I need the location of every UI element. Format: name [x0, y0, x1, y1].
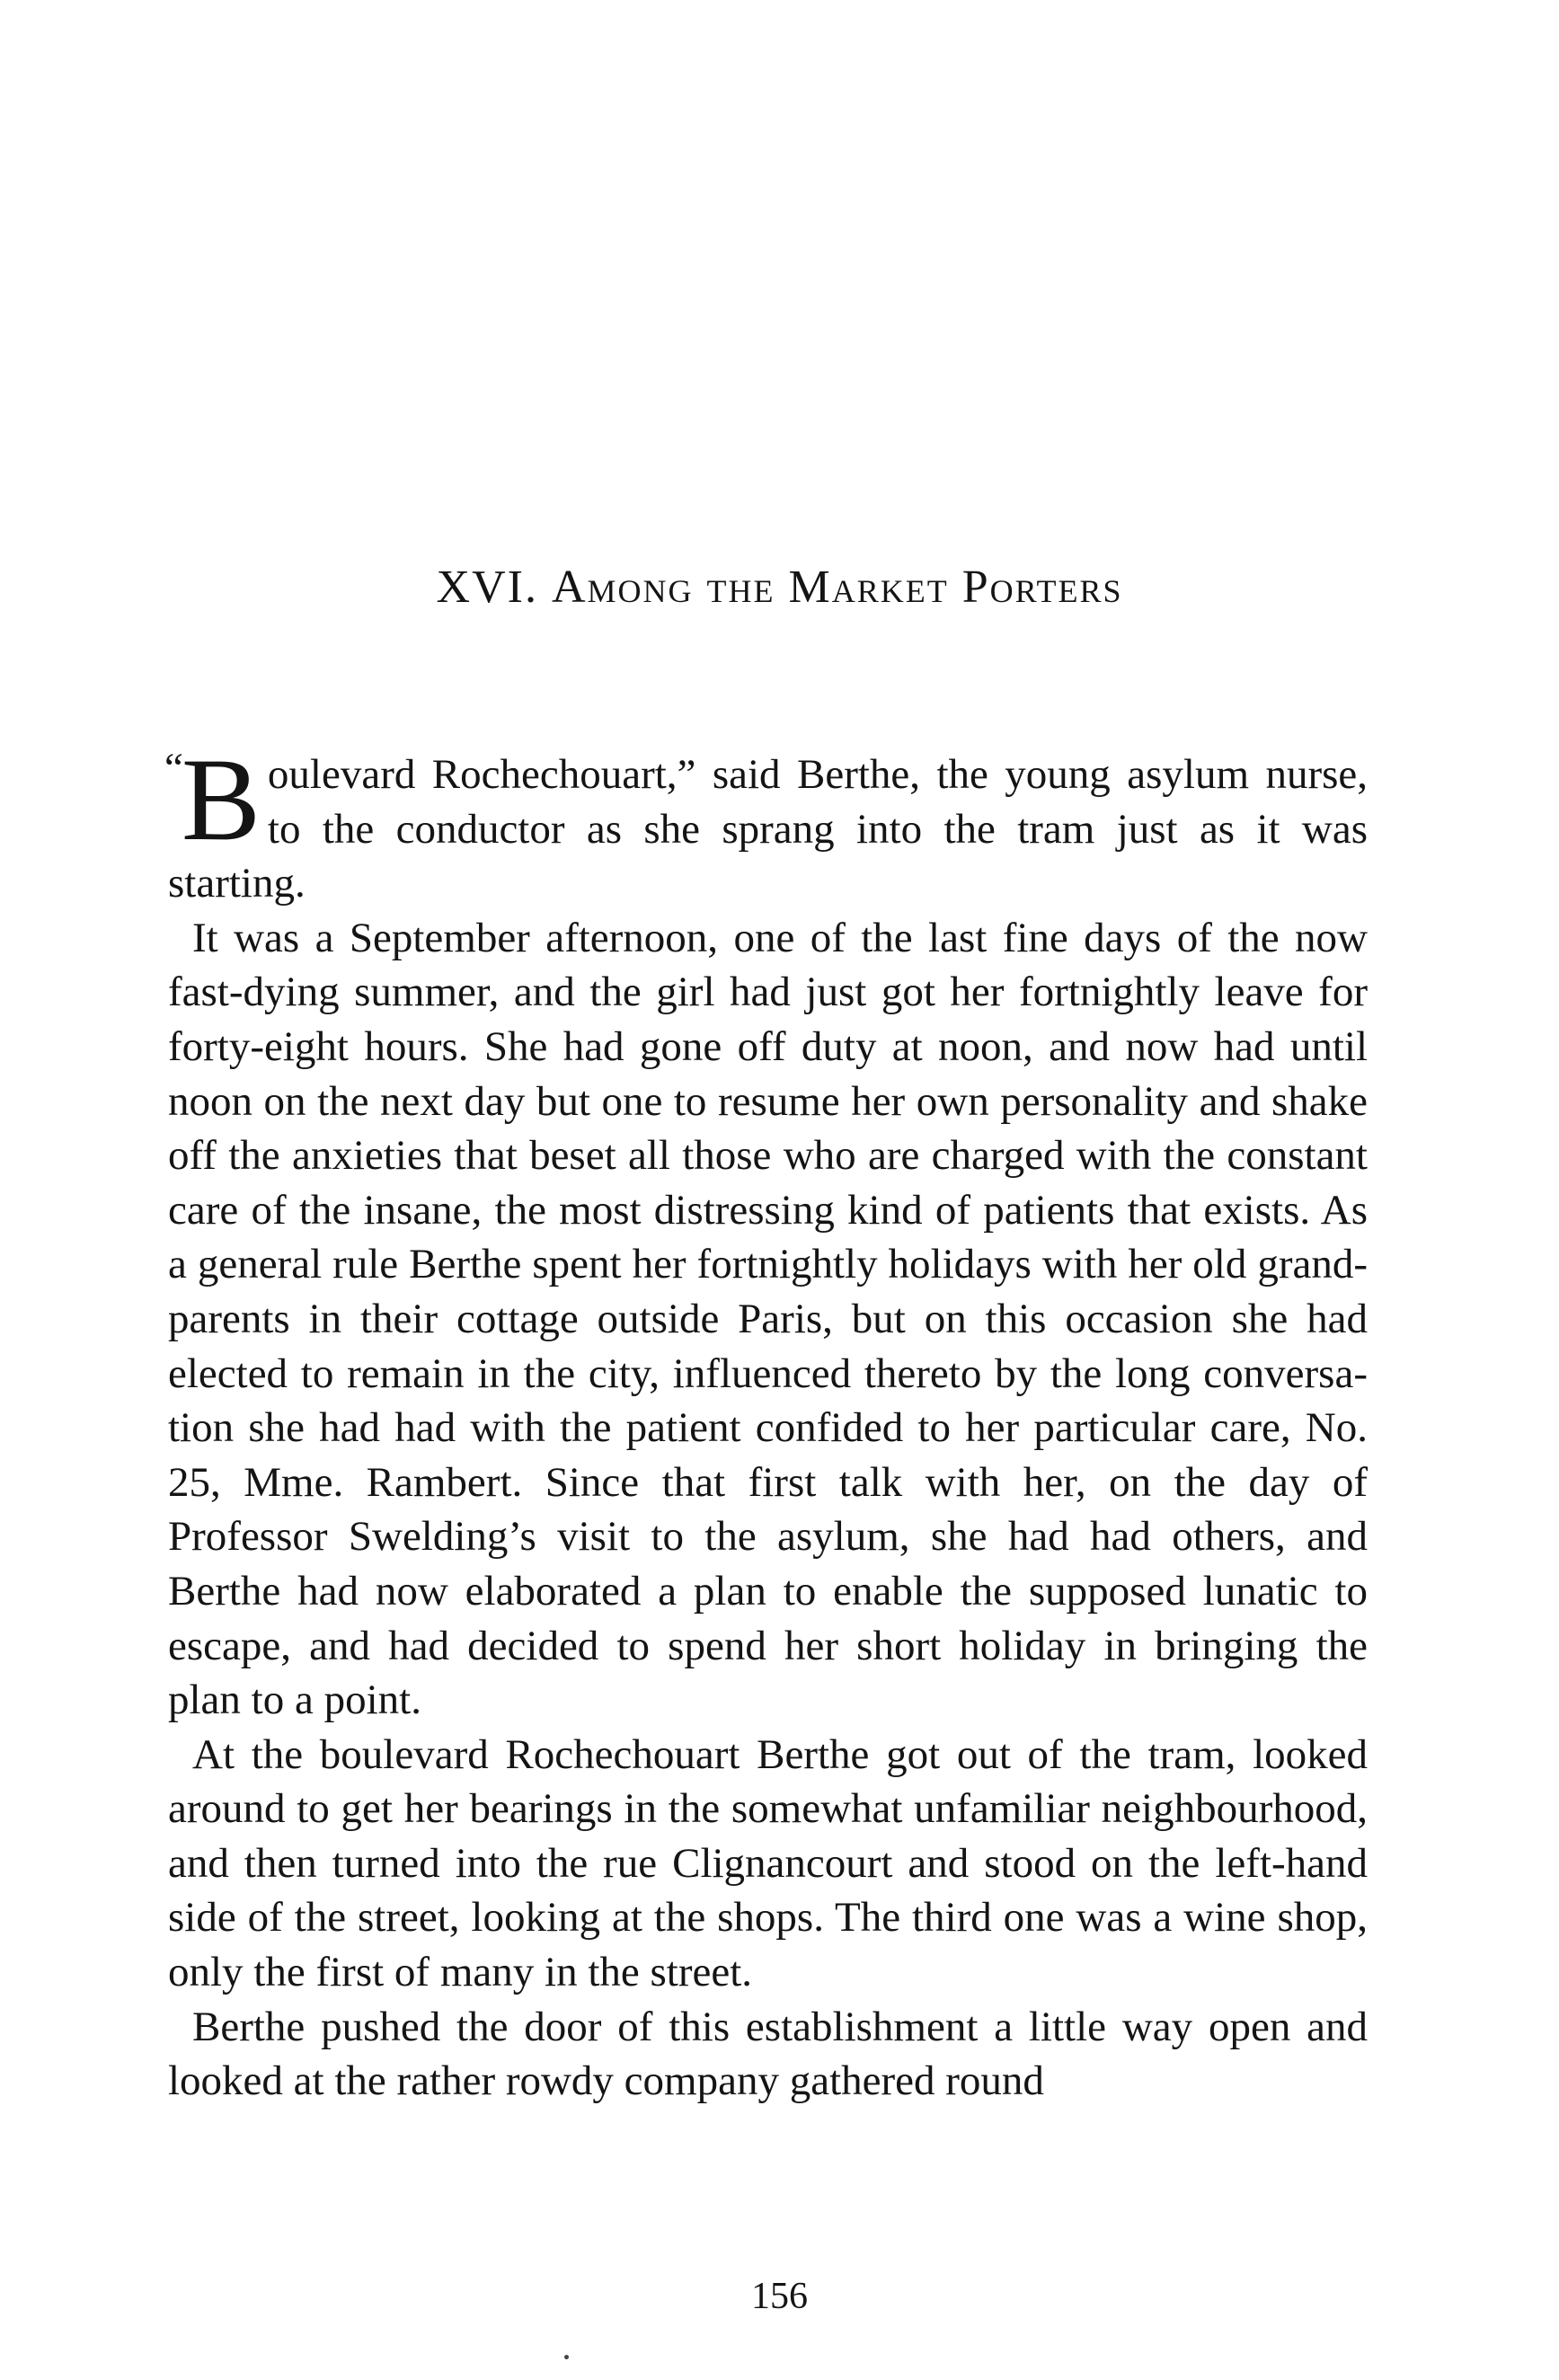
opening-paragraph [164, 733, 1368, 911]
opening-quote-mark: “ [164, 745, 183, 792]
paragraph: It was a September afternoon, one of the last fine days of the now fast-dying summer, and the girl had just got her fortnightly leave for forty-eight hours. She had gone off duty at noon, and now had until noon on the next day but one to resume her own personality and shake off the anxieties that beset all those who are charged with the constant care of the insane, the most distressing kind of patients that exists. As a general rule Berthe spent her fortnightly holidays with her old grand-parents in their cottage outside Paris, but on this occasion she had elected to remain in the city, influenced thereto by the long conversation she had had with the patient confided to her particular care, No. 25, Mme. Rambert. Since that first talk with her, on the day of Professor Swelding’s visit to the asylum, she had had others, and Berthe had now elaborated a plan to enable the supposed lunatic to escape, and had decided to spend her short holiday in bringing the plan to a point. [168, 914, 1368, 1724]
scan-speck [564, 2355, 569, 2359]
paragraph: At the boulevard Rochechouart Berthe got out of the tram, looked around to get her bearings in the somewhat unfamiliar neighbourhood, and then turned into the rue Clignancourt and stood on the left-hand side of the street, looking at the shops. The third one was a wine shop, only the first of many in the street. [168, 1730, 1368, 1996]
page-number: 156 [751, 2276, 808, 2317]
body-text [164, 733, 1368, 2109]
chapter-title: Among the Market Porters [551, 562, 1123, 613]
paragraph: Berthe pushed the door of this establishment a little way open and looked at the rather rowdy company gathered round [168, 2003, 1368, 2105]
chapter-number: XVI. [436, 562, 538, 613]
chapter-heading [0, 564, 1559, 611]
drop-cap: B [181, 733, 261, 865]
opening-text: oulevard Rochechouart,” said Berthe, the young asylum nurse, to the conductor as she sprang into the tram just as it was starting. [168, 751, 1368, 907]
